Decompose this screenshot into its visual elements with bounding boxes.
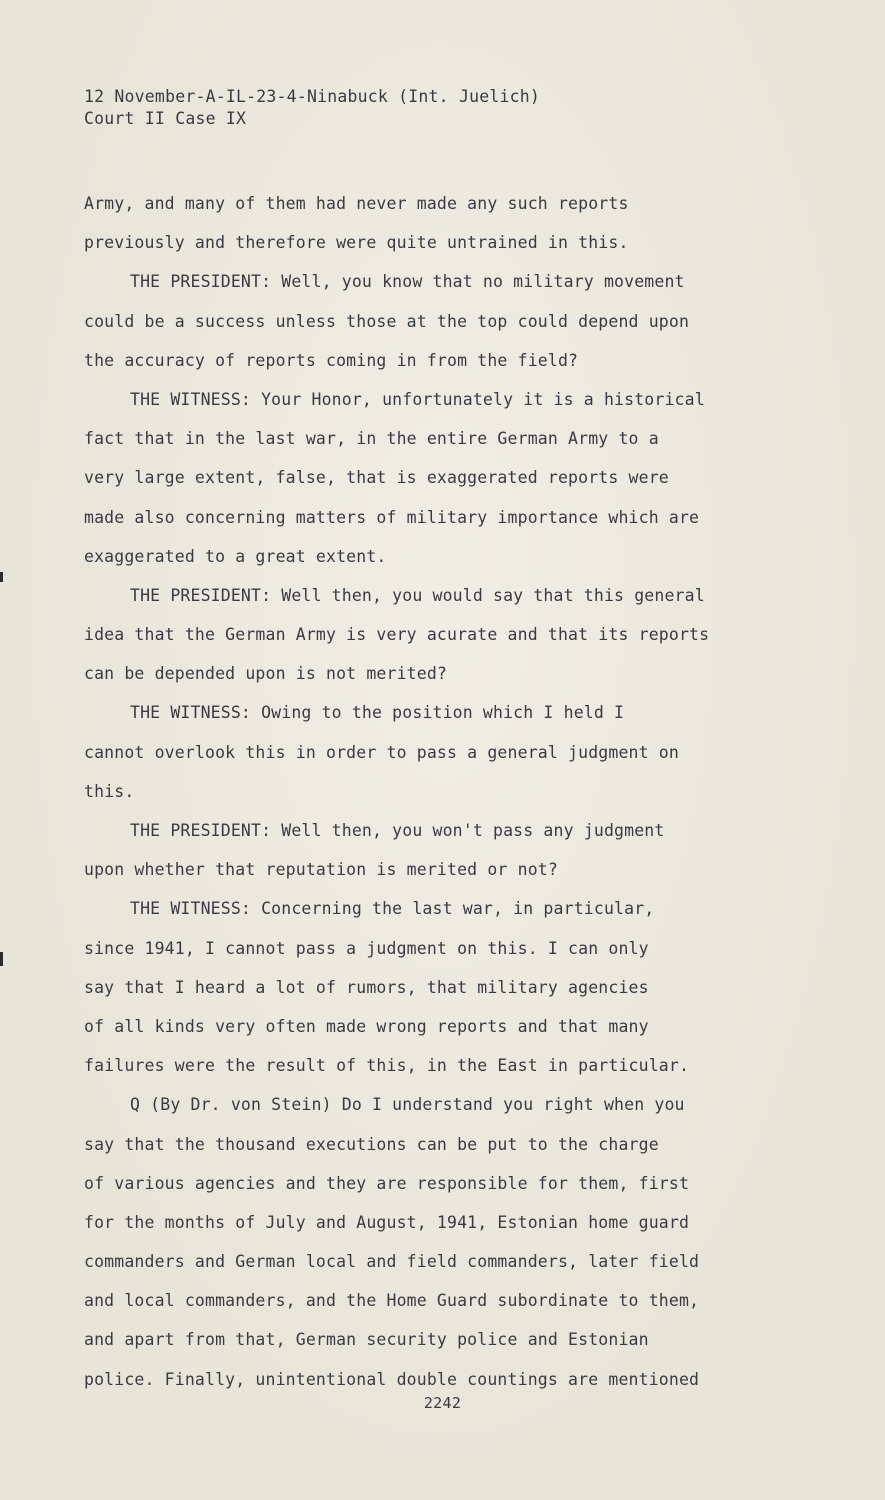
transcript-line: cannot overlook this in order to pass a general judgment on — [84, 742, 679, 762]
transcript-line: and local commanders, and the Home Guard subordinate to them, — [84, 1291, 700, 1311]
transcript-line: commanders and German local and field commanders, later field — [84, 1252, 700, 1272]
transcript-line: made also concerning matters of military importance which are — [84, 507, 700, 527]
transcript-line: THE WITNESS: Concerning the last war, in particular, — [130, 899, 655, 919]
transcript-line: THE WITNESS: Owing to the position which I held I — [130, 703, 625, 723]
transcript-line: THE PRESIDENT: Well, you know that no military movement — [130, 272, 685, 292]
transcript-line: THE PRESIDENT: Well then, you won't pass any judgment — [130, 821, 665, 840]
transcript-line: Q (By Dr. von Stein) Do I understand you right when you — [130, 1095, 685, 1115]
transcript-line: say that the thousand executions can be put to the charge — [84, 1134, 659, 1154]
transcript-body — [84, 184, 844, 1399]
header-line-2: Court II Case IX — [84, 109, 247, 128]
transcript-line: could be a success unless those at the top could depend upon — [84, 311, 690, 331]
transcript-line: this. — [84, 781, 135, 801]
transcript-line: police. Finally, unintentional double countings are mentioned — [84, 1369, 700, 1389]
transcript-line: since 1941, I cannot pass a judgment on this. I can only — [84, 938, 649, 958]
transcript-line: and apart from that, German security police and Estonian — [84, 1330, 649, 1350]
transcript-line: very large extent, false, that is exaggerated reports were — [84, 468, 669, 488]
transcript-line: of all kinds very often made wrong reports and that many — [84, 1016, 649, 1036]
transcript-line: can be depended upon is not merited? — [84, 664, 448, 684]
page-number: 2242 — [423, 1394, 462, 1412]
binding-mark-top — [0, 572, 3, 582]
transcript-line: say that I heard a lot of rumors, that military agencies — [84, 977, 649, 997]
transcript-line: fact that in the last war, in the entire German Army to a — [84, 429, 659, 449]
transcript-line: failures were the result of this, in the East in particular. — [84, 1056, 690, 1076]
transcript-line: previously and therefore were quite untrained in this. — [84, 233, 629, 253]
transcript-line: the accuracy of reports coming in from the field? — [84, 350, 579, 370]
transcript-line: Army, and many of them had never made any such reports — [84, 194, 629, 213]
transcript-line: THE PRESIDENT: Well then, you would say that this general — [130, 585, 705, 605]
transcript-line: exaggerated to a great extent. — [84, 546, 387, 566]
transcript-line: for the months of July and August, 1941, Estonian home guard — [84, 1212, 690, 1232]
transcript-line: idea that the German Army is very acurate and that its reports — [84, 625, 710, 645]
transcript-line: of various agencies and they are responsible for them, first — [84, 1173, 690, 1193]
transcript-line: THE WITNESS: Your Honor, unfortunately it is a historical — [130, 389, 705, 409]
document-header — [84, 86, 540, 130]
transcript-line: upon whether that reputation is merited or not? — [84, 860, 558, 880]
header-line-1: 12 November-A-IL-23-4-Ninabuck (Int. Juelich) — [84, 87, 541, 106]
binding-mark-bottom — [0, 952, 3, 966]
